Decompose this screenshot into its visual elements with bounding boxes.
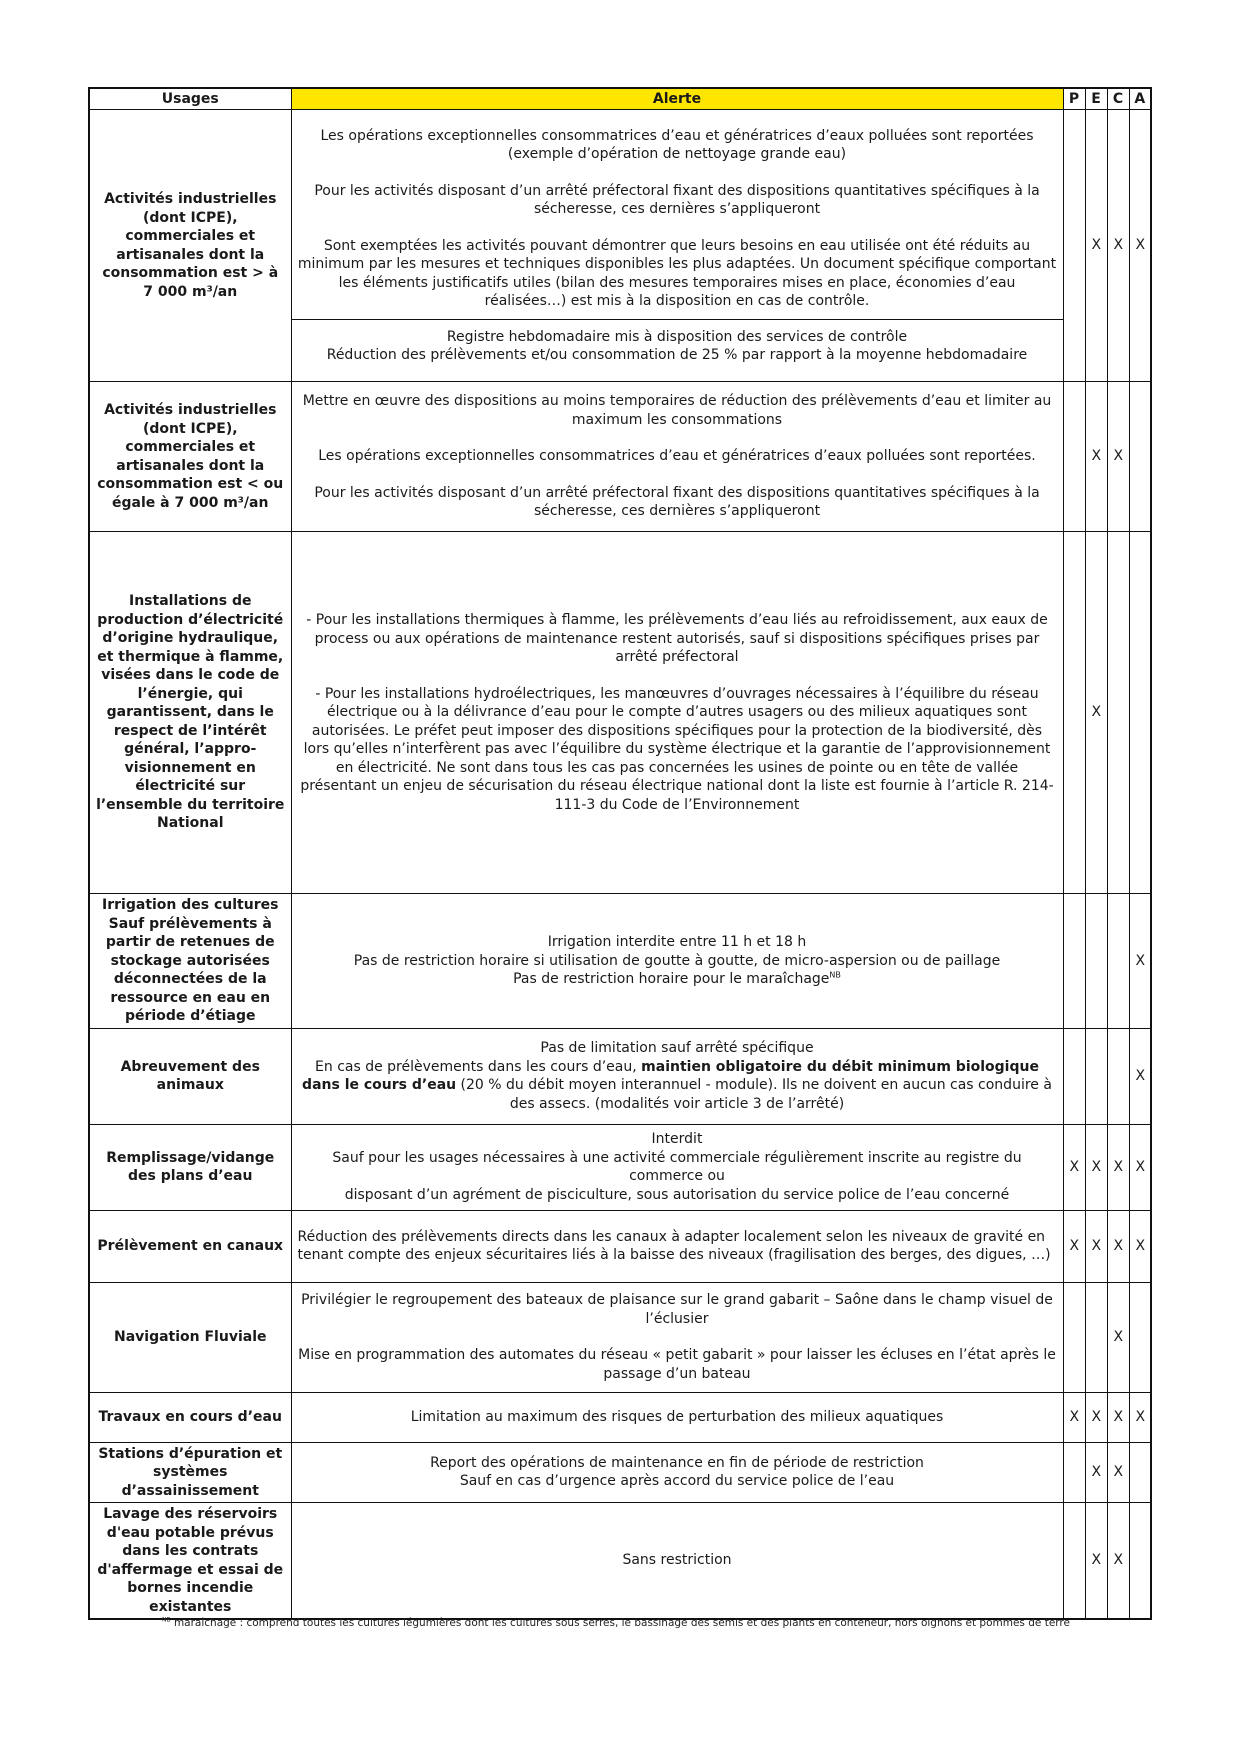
table-row — [89, 1028, 1151, 1124]
alerte-paragraph — [298, 1058, 1057, 1114]
usage-cell: Activités industrielles (dont ICPE), commerciales et artisanales dont la consommation est > à 7 000 m³/an — [89, 110, 291, 382]
usage-cell: Travaux en cours d’eau — [89, 1392, 291, 1442]
alerte-paragraph: Interdit — [651, 1131, 703, 1147]
mark-c: X — [1107, 110, 1129, 382]
footnote — [162, 1617, 1122, 1629]
mark-c — [1107, 532, 1129, 894]
alerte-cell — [291, 110, 1063, 382]
table-row — [89, 1503, 1151, 1620]
footnote-text: maraîchage : comprend toutes les cultures légumières dont les cultures sous serres, le bassinage des semis et des plants en conteneur, hors oignons et pommes de terre — [170, 1617, 1070, 1629]
table-row — [89, 1124, 1151, 1210]
mark-e: X — [1085, 1392, 1107, 1442]
alerte-cell — [291, 894, 1063, 1029]
mark-p: X — [1063, 1210, 1085, 1282]
alerte-paragraph: Privilégier le regroupement des bateaux de plaisance sur le grand gabarit – Saône dans le champ visuel de l’éclusier — [301, 1292, 1053, 1327]
usage-cell: Lavage des réservoirs d'eau potable prévus dans les contrats d'affermage et essai de bornes incendie existantes — [89, 1503, 291, 1620]
alerte-cell — [291, 1210, 1063, 1282]
restrictions-table — [88, 87, 1152, 1620]
mark-p — [1063, 1282, 1085, 1392]
table-row — [89, 532, 1151, 894]
table-header-row — [89, 88, 1151, 110]
alerte-paragraph: Pour les activités disposant d’un arrêté préfectoral fixant des dispositions quantitatives spécifiques à la sécheresse, ces dernières s’appliqueront — [314, 484, 1040, 520]
mark-a — [1129, 382, 1151, 532]
header-usages: Usages — [89, 88, 291, 110]
alerte-text: Pas de restriction horaire pour le maraîchage — [513, 971, 830, 987]
mark-e: X — [1085, 1442, 1107, 1503]
mark-c: X — [1107, 382, 1129, 532]
alerte-paragraph: - Pour les installations thermiques à flamme, les prélèvements d’eau liés au refroidissement, aux eaux de process ou aux opérations de maintenance restent autorisés, sauf si dispositions spécifiques prises par arrêté préfectoral — [306, 612, 1048, 665]
table-row — [89, 1282, 1151, 1392]
mark-p — [1063, 382, 1085, 532]
alerte-paragraph: Sauf pour les usages nécessaires à une activité commerciale régulièrement inscrite au registre du commerce ou — [332, 1149, 1022, 1184]
alerte-cell — [291, 1028, 1063, 1124]
usage-cell: Abreuvement des animaux — [89, 1028, 291, 1124]
mark-e: X — [1085, 382, 1107, 532]
mark-a — [1129, 1282, 1151, 1392]
mark-e — [1085, 1028, 1107, 1124]
alerte-paragraph: Report des opérations de maintenance en fin de période de restriction — [430, 1454, 924, 1471]
alerte-paragraph: Réduction des prélèvements directs dans les canaux à adapter localement selon les niveaux de gravité en tenant compte des enjeux sécuritaires liés à la baisse des niveaux (fragilisation des berges, des digues, …) — [297, 1228, 1051, 1263]
footnote-marker: NB — [162, 1616, 171, 1624]
alerte-cell — [291, 1503, 1063, 1620]
alerte-subsection — [292, 319, 1063, 365]
mark-a: X — [1129, 1392, 1151, 1442]
mark-c: X — [1107, 1392, 1129, 1442]
alerte-paragraph: Pas de limitation sauf arrêté spécifique — [540, 1040, 814, 1056]
usage-cell: Navigation Fluviale — [89, 1282, 291, 1392]
alerte-paragraph: Registre hebdomadaire mis à disposition des services de contrôle — [446, 328, 908, 345]
header-e: E — [1085, 88, 1107, 110]
mark-a: X — [1129, 1028, 1151, 1124]
alerte-paragraph: - Pour les installations hydroélectriques, les manœuvres d’ouvrages nécessaires à l’équilibre du réseau électrique ou à la délivrance d’eau pour le compte d’autres usagers ou des milieux aquatiques sont autorisées. Le préfet peut imposer des dispositions spécifiques pour la protection de la biodiversité, dès lors qu’elles n’interfèrent pas avec l’équilibre du système électrique et la garantie de l’approvisionnement en électricité. Ne sont dans tous les cas pas concernées les usines de pointe ou en tête de vallée présentant un enjeu de sécurisation du réseau électrique national dont la liste est fournie à l’article R. 214-111-3 du Code de l’Environnement — [300, 685, 1054, 813]
alerte-paragraph: Mettre en œuvre des dispositions au moins temporaires de réduction des prélèvements d’eau et limiter au maximum les consommations — [302, 393, 1052, 428]
mark-p — [1063, 110, 1085, 382]
usage-cell: Installations de production d’électricité d’origine hydraulique, et thermique à flamme, visées dans le code de l’énergie, qui garantissent, dans le respect de l’intérêt général, l’appro-visionnement en électricité sur l’ensemble du territoire National — [89, 532, 291, 894]
mark-a — [1129, 1442, 1151, 1503]
alerte-cell — [291, 1392, 1063, 1442]
mark-p — [1063, 894, 1085, 1029]
alerte-paragraph: Réduction des prélèvements et/ou consommation de 25 % par rapport à la moyenne hebdomadaire — [326, 347, 1028, 363]
alerte-cell — [291, 1124, 1063, 1210]
usage-cell: Prélèvement en canaux — [89, 1210, 291, 1282]
alerte-paragraph: Pas de restriction horaire si utilisation de goutte à goutte, de micro-aspersion ou de paillage — [353, 952, 1001, 969]
mark-e — [1085, 1282, 1107, 1392]
alerte-cell — [291, 382, 1063, 532]
header-p: P — [1063, 88, 1085, 110]
alerte-paragraph — [298, 970, 1057, 989]
mark-c — [1107, 894, 1129, 1029]
table-row — [89, 110, 1151, 382]
mark-c: X — [1107, 1503, 1129, 1620]
mark-p — [1063, 1503, 1085, 1620]
alerte-paragraph: Sans restriction — [622, 1552, 732, 1569]
alerte-cell — [291, 1282, 1063, 1392]
usage-cell: Irrigation des cultures Sauf prélèvements à partir de retenues de stockage autorisées déconnectées de la ressource en eau en période d’étiage — [89, 894, 291, 1029]
table-row — [89, 1392, 1151, 1442]
alerte-paragraph: Limitation au maximum des risques de perturbation des milieux aquatiques — [410, 1408, 944, 1425]
mark-a — [1129, 532, 1151, 894]
alerte-text: (20 % du débit moyen interannuel - module). Ils ne doivent en aucun cas conduire à des assecs. (modalités voir article 3 de l’arrêté) — [456, 1077, 1052, 1112]
mark-e: X — [1085, 110, 1107, 382]
alerte-paragraph: Sont exemptées les activités pouvant démontrer que leurs besoins en eau utilisée ont été réduits au minimum par les mesures et techniques disponibles les plus adaptées. Un document spécifique comportant les éléments justificatifs utiles (bilan des mesures temporaires mises en place, économies d’eau réalisées…) est mis à la disposition en cas de contrôle. — [297, 237, 1057, 309]
alerte-paragraph: Les opérations exceptionnelles consommatrices d’eau et génératrices d’eaux polluées sont reportées. — [318, 448, 1036, 465]
alerte-text-bold: maintien obligatoire du débit minimum biologique dans le cours d’eau — [302, 1058, 1039, 1093]
table-row — [89, 382, 1151, 532]
mark-a — [1129, 1503, 1151, 1620]
table-row — [89, 1210, 1151, 1282]
mark-c: X — [1107, 1282, 1129, 1392]
mark-e — [1085, 894, 1107, 1029]
mark-a: X — [1129, 1124, 1151, 1210]
alerte-paragraph: Pour les activités disposant d’un arrêté préfectoral fixant des dispositions quantitatives spécifiques à la sécheresse, ces dernières s’appliqueront — [314, 182, 1040, 217]
alerte-cell — [291, 1442, 1063, 1503]
mark-e: X — [1085, 532, 1107, 894]
alerte-paragraph: disposant d’un agrément de pisciculture, sous autorisation du service police de l’eau concerné — [344, 1186, 1010, 1203]
mark-p: X — [1063, 1392, 1085, 1442]
mark-p — [1063, 1442, 1085, 1503]
mark-p: X — [1063, 1124, 1085, 1210]
mark-c: X — [1107, 1442, 1129, 1503]
usage-cell: Stations d’épuration et systèmes d’assainissement — [89, 1442, 291, 1503]
alerte-paragraph: Les opérations exceptionnelles consommatrices d’eau et génératrices d’eaux polluées sont reportées (exemple d’opération de nettoyage grande eau) — [320, 127, 1034, 162]
mark-e: X — [1085, 1124, 1107, 1210]
alerte-paragraph: Mise en programmation des automates du réseau « petit gabarit » pour laisser les écluses en l’état après le passage d’un bateau — [298, 1347, 1056, 1382]
alerte-paragraph: Irrigation interdite entre 11 h et 18 h — [547, 934, 807, 950]
header-c: C — [1107, 88, 1129, 110]
mark-e: X — [1085, 1503, 1107, 1620]
header-alerte: Alerte — [291, 88, 1063, 110]
usage-cell: Activités industrielles (dont ICPE), commerciales et artisanales dont la consommation est < ou égale à 7 000 m³/an — [89, 382, 291, 532]
mark-p — [1063, 1028, 1085, 1124]
header-a: A — [1129, 88, 1151, 110]
mark-c — [1107, 1028, 1129, 1124]
usage-cell: Remplissage/vidange des plans d’eau — [89, 1124, 291, 1210]
alerte-cell — [291, 532, 1063, 894]
table-row — [89, 894, 1151, 1029]
mark-a: X — [1129, 1210, 1151, 1282]
mark-c: X — [1107, 1210, 1129, 1282]
mark-a: X — [1129, 894, 1151, 1029]
alerte-text: En cas de prélèvements dans les cours d’eau, — [315, 1058, 642, 1075]
mark-e: X — [1085, 1210, 1107, 1282]
mark-p — [1063, 532, 1085, 894]
footnote-marker: NB — [829, 970, 841, 980]
alerte-paragraph: Sauf en cas d’urgence après accord du service police de l’eau — [459, 1473, 895, 1490]
mark-c: X — [1107, 1124, 1129, 1210]
table-row — [89, 1442, 1151, 1503]
mark-a: X — [1129, 110, 1151, 382]
